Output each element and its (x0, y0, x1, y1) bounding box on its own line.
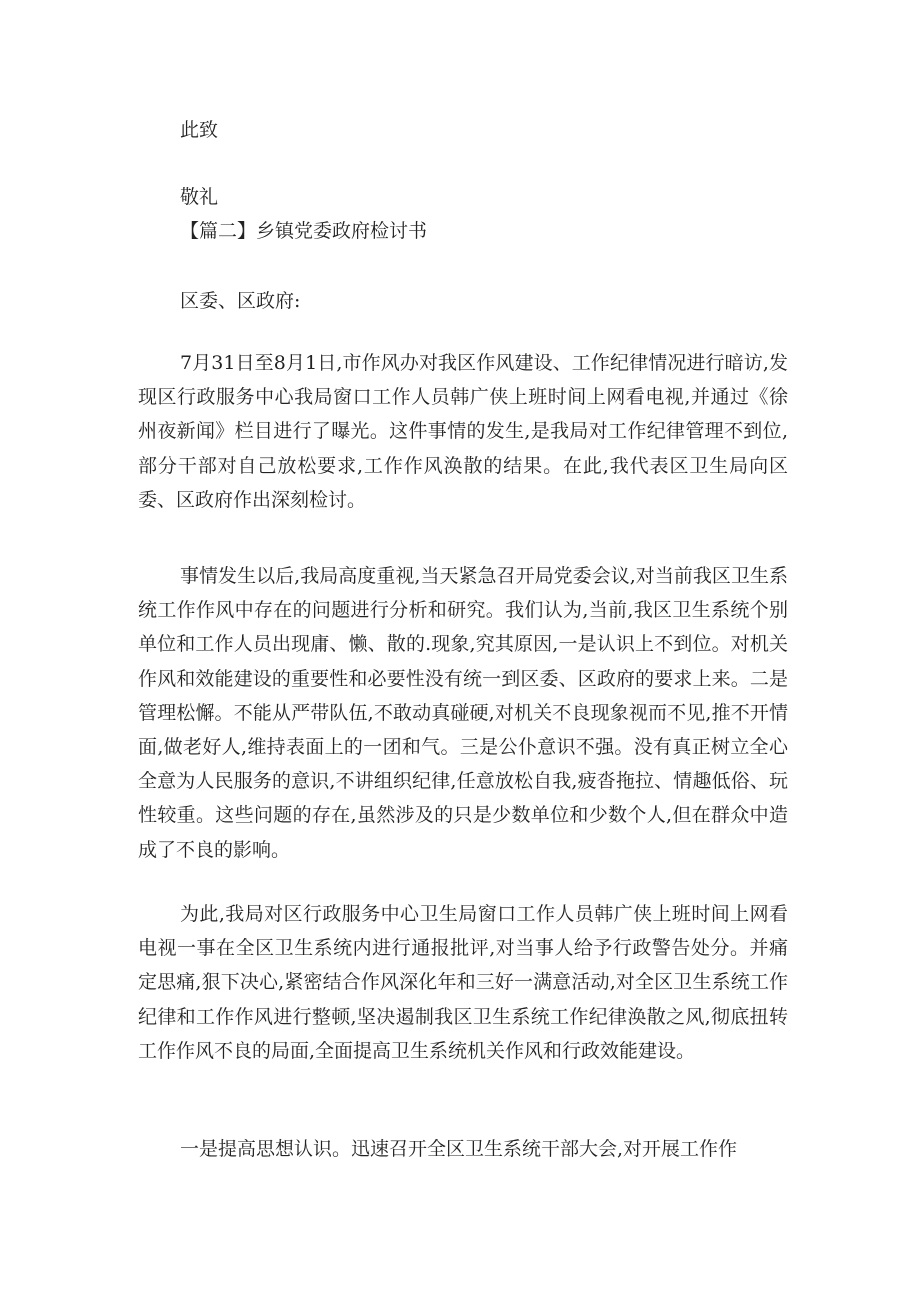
salutation-line: 敬礼 (180, 186, 219, 208)
section-title: 【篇二】乡镇党委政府检讨书 (180, 220, 428, 242)
closing-line: 此致 (180, 119, 219, 141)
paragraph-measures: 为此,我局对区行政服务中心卫生局窗口工作人员韩广侠上班时间上网看电视一事在全区卫生系统内进行通报批评,对当事人给予行政警告处分。并痛定思痛,狠下决心,紧密结合作风深化年和三好一满意活动,对全区卫生系统工作纪律和工作作风进行整顿,坚决遏制我区卫生系统工作纪律涣散之风,彻底扭转工作作风不良的局面,全面提高卫生系统机关作风和行政效能建设。 (138, 903, 788, 1062)
addressee-line: 区委、区政府: (180, 290, 301, 312)
paragraph-incident: 7月31日至8月1日,市作风办对我区作风建设、工作纪律情况进行暗访,发现区行政服务中心我局窗口工作人员韩广侠上班时间上网看电视,并通过《徐州夜新闻》栏目进行了曝光。这件事情的发生,是我局对工作纪律管理不到位,部分干部对自己放松要求,工作作风涣散的结果。在此,我代表区卫生局向区委、区政府作出深刻检讨。 (138, 352, 788, 511)
paragraph-analysis: 事情发生以后,我局高度重视,当天紧急召开局党委会议,对当前我区卫生系统工作作风中存在的问题进行分析和研究。我们认为,当前,我区卫生系统个别单位和工作人员出现庸、懒、散的.现象,究其原因,一是认识上不到位。对机关作风和效能建设的重要性和必要性没有统一到区委、区政府的要求上来。二是管理松懈。不能从严带队伍,不敢动真碰硬,对机关不良现象视而不见,推不开情面,做老好人,维持表面上的一团和气。三是公仆意识不强。没有真正树立全心全意为人民服务的意识,不讲组织纪律,任意放松自我,疲沓拖拉、情趣低俗、玩性较重。这些问题的存在,虽然涉及的只是少数单位和少数个人,但在群众中造成了不良的影响。 (138, 565, 788, 861)
paragraph-first-step: 一是提高思想认识。迅速召开全区卫生系统干部大会,对开展工作作 (180, 1138, 738, 1160)
